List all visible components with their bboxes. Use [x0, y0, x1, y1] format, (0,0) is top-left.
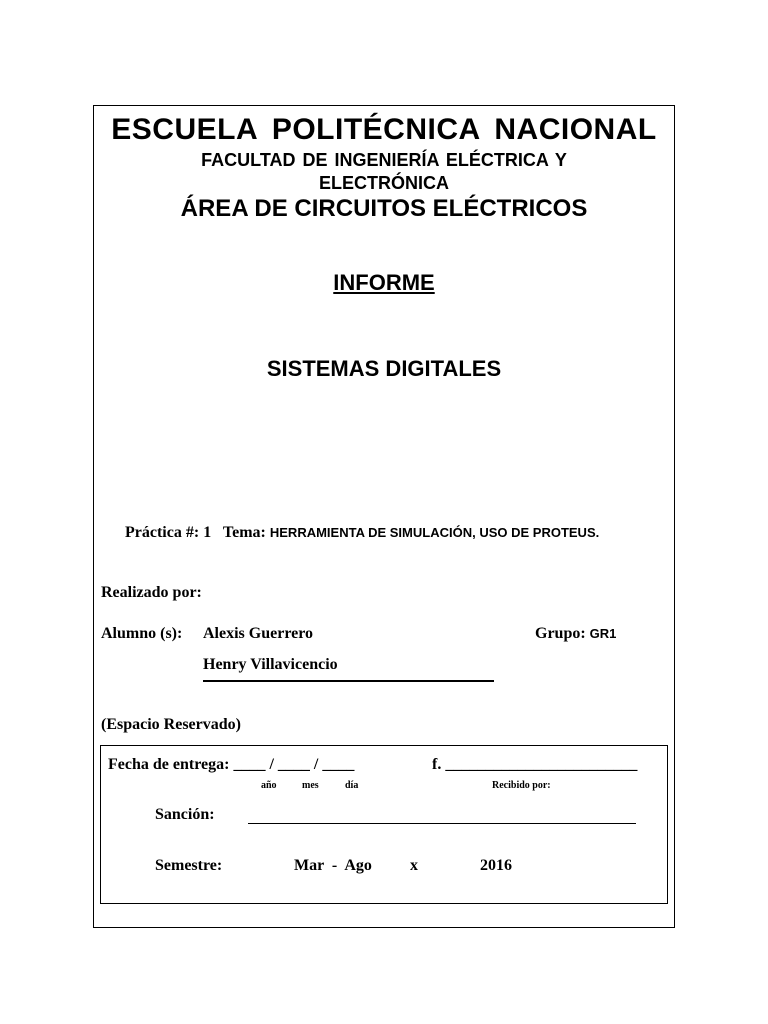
fecha-entrega: Fecha de entrega: ____ / ____ / ____	[108, 756, 355, 773]
area-name: ÁREA DE CIRCUITOS ELÉCTRICOS	[180, 195, 588, 222]
date-label-anio: año	[261, 780, 277, 791]
student-name-2: Henry Villavicencio	[203, 656, 338, 673]
practice-number: 1	[203, 524, 212, 541]
tema-label: Tema:	[222, 524, 266, 541]
date-label-dia: día	[345, 780, 359, 791]
practice-line	[125, 524, 599, 542]
school-name: ESCUELA POLITÉCNICA NACIONAL	[111, 113, 657, 146]
sancion-label: Sanción:	[155, 806, 215, 823]
grupo-field	[535, 625, 616, 643]
semestre-mark: x	[410, 857, 418, 874]
realizado-label: Realizado por:	[101, 584, 202, 601]
grupo-label: Grupo:	[535, 625, 586, 642]
subject-title: SISTEMAS DIGITALES	[266, 356, 502, 381]
recibido-label: Recibido por:	[492, 780, 551, 791]
semestre-year: 2016	[480, 857, 512, 874]
student-name-1: Alexis Guerrero	[203, 625, 314, 642]
semestre-label: Semestre:	[155, 857, 223, 874]
firma-field: f. ________________________	[432, 756, 638, 773]
reserved-label: (Espacio Reservado)	[101, 716, 241, 733]
semestre-periodo: Mar - Ago	[294, 857, 372, 874]
practice-label: Práctica #:	[125, 524, 200, 541]
date-label-mes: mes	[302, 780, 319, 791]
faculty-line-2: ELECTRÓNICA	[319, 173, 449, 193]
tema-value: HERRAMIENTA DE SIMULACIÓN, USO DE PROTEUS.	[269, 525, 600, 540]
report-title: INFORME	[333, 270, 435, 295]
grupo-value: GR1	[589, 626, 617, 641]
student-underline	[203, 680, 494, 682]
faculty-name	[93, 149, 675, 195]
alumno-label: Alumno (s):	[101, 625, 183, 642]
sancion-line	[248, 823, 636, 824]
faculty-line-1: FACULTAD DE INGENIERÍA ELÉCTRICA Y	[201, 150, 567, 170]
